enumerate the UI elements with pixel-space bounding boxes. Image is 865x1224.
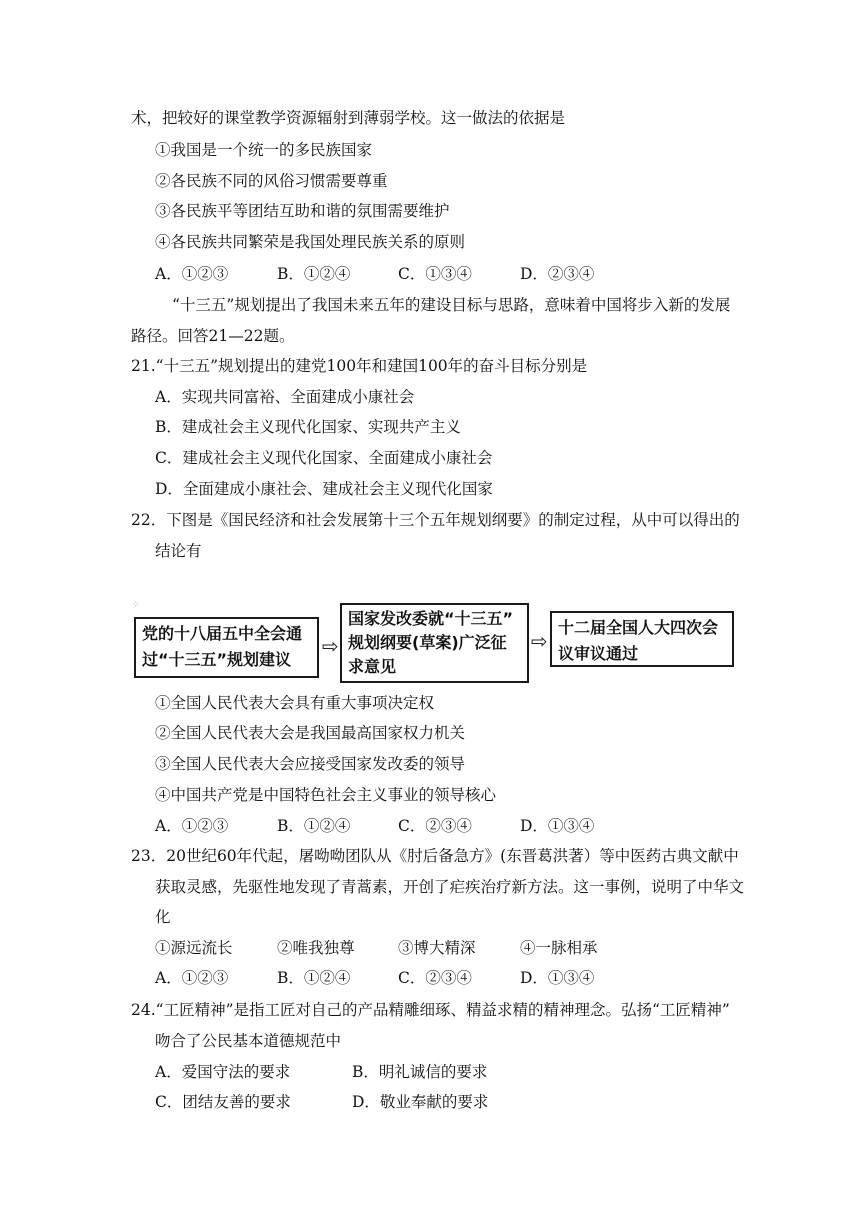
- q23-item-2: ②唯我独尊: [277, 939, 355, 957]
- q20-option-a: A．①②③: [155, 265, 229, 283]
- q22-item-1: ①全国人民代表大会具有重大事项决定权: [155, 694, 435, 712]
- q22-stem-line-2: 结论有: [155, 542, 202, 560]
- flow-box-3-line-1: 十二届全国人大四次会: [558, 618, 719, 637]
- q24-stem-line-2: 吻合了公民基本道德规范中: [155, 1032, 342, 1050]
- q22-option-d: D．①③④: [520, 817, 595, 835]
- flow-arrow-2-icon: ⇨: [531, 629, 548, 653]
- q23-item-4: ④一脉相承: [520, 939, 598, 957]
- q20-option-c: C．①③④: [398, 265, 472, 283]
- q21-option-a: A．实现共同富裕、全面建成小康社会: [155, 388, 415, 406]
- passage-line-1: “十三五”规划提出了我国未来五年的建设目标与思路，意味着中国将步入新的发展: [172, 296, 731, 314]
- q24-option-b: B．明礼诚信的要求: [352, 1063, 488, 1081]
- q21-option-c: C．建成社会主义现代化国家、全面建成小康社会: [155, 449, 493, 467]
- q23-item-3: ③博大精深: [398, 939, 476, 957]
- q20-intro-tail: 术，把较好的课堂教学资源辐射到薄弱学校。这一做法的依据是: [131, 109, 566, 127]
- q22-stem-line-1: 22．下图是《国民经济和社会发展第十三个五年规划纲要》的制定过程，从中可以得出的: [131, 511, 740, 529]
- q20-option-d: D．②③④: [520, 265, 595, 283]
- q21-option-b: B．建成社会主义现代化国家、实现共产主义: [155, 418, 461, 436]
- q21-stem: 21.“十三五”规划提出的建党100年和建国100年的奋斗目标分别是: [131, 357, 588, 375]
- q22-option-a: A．①②③: [155, 817, 229, 835]
- q21-option-d: D．全面建成小康社会、建成社会主义现代化国家: [155, 480, 493, 498]
- flow-box-3: [550, 611, 734, 667]
- q22-option-c: C．②③④: [398, 817, 472, 835]
- flow-box-1-line-1: 党的十八届五中全会通: [142, 624, 303, 643]
- q23-stem-line-2: 获取灵感，先驱性地发现了青蒿素，开创了疟疾治疗新方法。这一事例，说明了中华文: [155, 878, 745, 896]
- q22-option-b: B．①②④: [277, 817, 351, 835]
- flow-box-2-line-3: 求意见: [348, 657, 397, 676]
- q23-option-b: B．①②④: [277, 969, 351, 987]
- q22-item-3: ③全国人民代表大会应接受国家发改委的领导: [155, 755, 466, 773]
- q24-option-d: D．敬业奉献的要求: [352, 1093, 489, 1111]
- q20-item-4: ④各民族共同繁荣是我国处理民族关系的原则: [155, 233, 466, 251]
- flow-box-2-line-1: 国家发改委就“十三五”: [348, 609, 514, 628]
- q22-item-4: ④中国共产党是中国特色社会主义事业的领导核心: [155, 786, 497, 804]
- q24-option-a: A．爱国守法的要求: [155, 1063, 291, 1081]
- q20-item-2: ②各民族不同的风俗习惯需要尊重: [155, 172, 388, 190]
- flow-box-2: [340, 603, 529, 683]
- q23-option-c: C．②③④: [398, 969, 472, 987]
- passage-line-2: 路径。回答21—22题。: [131, 327, 295, 345]
- q22-item-2: ②全国人民代表大会是我国最高国家权力机关: [155, 724, 466, 742]
- q23-option-a: A．①②③: [155, 969, 229, 987]
- q23-stem-line-1: 23．20世纪60年代起，屠呦呦团队从《肘后备急方》(东晋葛洪著）等中医药古典文献中: [131, 847, 739, 865]
- scan-blot: ⁘: [132, 600, 140, 610]
- q20-item-1: ①我国是一个统一的多民族国家: [155, 141, 373, 159]
- q24-stem-line-1: 24.“工匠精神”是指工匠对自己的产品精雕细琢、精益求精的精神理念。弘扬“工匠精神”: [131, 1001, 730, 1019]
- q23-option-d: D．①③④: [520, 969, 595, 987]
- flow-box-1-line-2: 过“十三五”规划建议: [142, 650, 292, 669]
- q24-option-c: C．团结友善的要求: [155, 1093, 291, 1111]
- flow-box-3-line-2: 议审议通过: [558, 644, 639, 663]
- q20-item-3: ③各民族平等团结互助和谐的氛围需要维护: [155, 202, 450, 220]
- q23-stem-line-3: 化: [155, 908, 171, 926]
- q20-option-b: B．①②④: [277, 265, 351, 283]
- q23-item-1: ①源远流长: [155, 939, 233, 957]
- flow-box-1: [134, 617, 319, 678]
- flow-box-2-line-2: 规划纲要(草案)广泛征: [348, 633, 507, 652]
- flow-arrow-1-icon: ⇨: [322, 634, 339, 658]
